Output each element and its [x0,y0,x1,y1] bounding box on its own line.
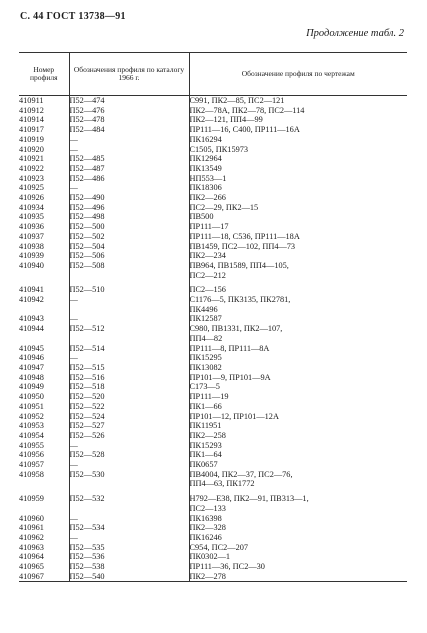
table-row [19,552,407,562]
drawing-designation-cell: ПС2—156 [189,285,407,295]
table-row [19,450,407,460]
table-row [19,382,407,392]
table-row [19,251,407,261]
catalogue-designation-cell: П52—476 [69,106,189,116]
profile-number-cell: 410937 [19,231,44,241]
column-header-catalogue-designation: Обозначения профиля по каталогу 1966 г. [69,53,189,96]
table-row [19,412,407,422]
table-row [19,295,407,305]
table-continuation-label: Продолжение табл. 2 [306,28,404,39]
catalogue-designation-cell: П52—514 [69,344,189,354]
drawing-designation-cell: ПК0657 [189,460,407,470]
catalogue-designation-cell: П52—526 [69,431,189,441]
catalogue-designation-cell: П52—535 [69,543,189,553]
empty-cell [19,334,69,344]
table-row [19,494,407,504]
table-row [19,441,407,451]
profile-number-cell: 410942 [19,295,44,305]
drawing-designation-cell: С991, ПК2—85, ПС2—121 [189,96,407,106]
table-row [19,402,407,412]
empty-cell [69,334,189,344]
column-header-drawing-designation: Обозначение профиля по чертежам [189,53,407,96]
table-row [19,344,407,354]
table-row [19,523,407,533]
catalogue-designation-cell: П52—540 [69,572,189,582]
drawing-designation-cell: ПК2—278 [189,572,407,582]
profile-number-cell: 410938 [19,241,44,251]
drawing-designation-cell: ПС2—29, ПК2—15 [189,203,407,213]
table-row [19,212,407,222]
catalogue-designation-cell: П52—500 [69,222,189,232]
drawing-designation-cell: ПК0302—1 [189,552,407,562]
table-row-continuation [19,305,407,315]
empty-cell [19,479,69,489]
catalogue-designation-cell: П52—478 [69,115,189,125]
catalogue-designation-cell: П52—490 [69,193,189,203]
profile-number-cell: 410948 [19,372,44,382]
profile-number-cell: 410914 [19,115,44,125]
catalogue-designation-cell: — [69,135,189,145]
drawing-designation-cell: ПР101—9, ПР101—9А [189,373,407,383]
drawing-designation-cell: НП553—1 [189,174,407,184]
profile-number-cell: 410959 [19,494,44,504]
empty-cell [19,305,69,315]
catalogue-designation-cell: П52—520 [69,392,189,402]
catalogue-designation-cell: П52—532 [69,494,189,504]
empty-cell [69,479,189,489]
profile-number-cell: 410963 [19,542,44,552]
table-row-continuation [19,504,407,514]
drawing-designation-cell: ПР111—17 [189,222,407,232]
table-row [19,314,407,324]
profile-number-cell: 410947 [19,362,44,372]
catalogue-designation-cell: П52—530 [69,470,189,480]
table-row [19,572,407,582]
profile-number-cell: 410965 [19,562,44,572]
catalogue-designation-cell: П52—528 [69,450,189,460]
drawing-designation-cell: ПР101—12, ПР101—12А [189,412,407,422]
drawing-designation-continuation-cell: ПС2—212 [189,271,407,281]
drawing-designation-cell: ПВ4004, ПК2—37, ПС2—76, [189,470,407,480]
drawing-designation-cell: С1505, ПК15973 [189,145,407,155]
drawing-designation-cell: ПК2—121, ПП4—99 [189,115,407,125]
table-row [19,392,407,402]
profile-number-cell: 410944 [19,324,44,334]
drawing-designation-cell: ПК2—328 [189,523,407,533]
catalogue-designation-cell: П52—502 [69,232,189,242]
profile-number-cell: 410946 [19,353,44,363]
drawing-designation-cell: ПР111—19 [189,392,407,402]
profile-number-cell: 410917 [19,125,44,135]
catalogue-designation-cell: П52—512 [69,324,189,334]
drawing-designation-cell: ПК11951 [189,421,407,431]
catalogue-designation-cell: П52—524 [69,412,189,422]
page-header: С. 44 ГОСТ 13738—91 [20,11,126,22]
table-row [19,421,407,431]
drawing-designation-cell: Н792—Е38, ПК2—91, ПВ313—1, [189,494,407,504]
profile-number-cell: 410934 [19,202,44,212]
table-row [19,363,407,373]
drawing-designation-cell: ПК15295 [189,353,407,363]
catalogue-designation-cell: П52—506 [69,251,189,261]
profile-number-cell: 410923 [19,173,44,183]
catalogue-designation-cell: — [69,533,189,543]
drawing-designation-continuation-cell: ПП4—82 [189,334,407,344]
catalogue-designation-cell: П52—536 [69,552,189,562]
table-row [19,285,407,295]
table-row [19,460,407,470]
table-row [19,96,407,106]
catalogue-designation-cell: П52—504 [69,242,189,252]
profile-number-cell: 410962 [19,532,44,542]
catalogue-designation-cell: П52—538 [69,562,189,572]
table-row [19,125,407,135]
empty-cell [69,271,189,281]
drawing-designation-cell: ПК13549 [189,164,407,174]
table-row [19,203,407,213]
profile-number-cell: 410954 [19,430,44,440]
catalogue-designation-cell: П52—498 [69,212,189,222]
table-row [19,514,407,524]
catalogue-designation-cell: П52—515 [69,363,189,373]
table-row [19,174,407,184]
catalogue-designation-cell: — [69,295,189,305]
profile-number-cell: 410964 [19,552,44,562]
profile-number-cell: 410920 [19,144,44,154]
table-row [19,543,407,553]
column-header-profile-number: Номер профиля [19,53,69,96]
catalogue-designation-cell: П52—527 [69,421,189,431]
table-row [19,324,407,334]
drawing-designation-cell: ПК16294 [189,135,407,145]
table-row-continuation [19,334,407,344]
drawing-designation-cell: ПК2—266 [189,193,407,203]
profile-number-cell: 410956 [19,450,44,460]
table-row [19,106,407,116]
profile-number-cell: 410951 [19,401,44,411]
table-row-continuation [19,271,407,281]
drawing-designation-cell: ПР111—36, ПС2—30 [189,562,407,572]
profile-number-cell: 410958 [19,469,44,479]
table-row [19,222,407,232]
drawing-designation-cell: ПК1—64 [189,450,407,460]
catalogue-designation-cell: П52—496 [69,203,189,213]
catalogue-designation-cell: П52—487 [69,164,189,174]
drawing-designation-cell: ПК18306 [189,183,407,193]
table-row [19,193,407,203]
table-row [19,261,407,271]
catalogue-designation-cell: — [69,514,189,524]
profile-number-cell: 410926 [19,193,44,203]
table-row [19,431,407,441]
table-row-continuation [19,479,407,489]
profile-number-cell: 410967 [19,572,69,582]
catalogue-designation-cell: П52—474 [69,96,189,106]
catalogue-designation-cell: — [69,145,189,155]
catalogue-designation-cell: — [69,441,189,451]
drawing-designation-continuation-cell: ПК4496 [189,305,407,315]
table-row [19,562,407,572]
profile-number-cell: 410935 [19,212,44,222]
profile-number-cell: 410955 [19,440,44,450]
table-row [19,242,407,252]
drawing-designation-continuation-cell: ПП4—63, ПК1772 [189,479,407,489]
drawing-designation-cell: ПК12587 [189,314,407,324]
table-row [19,533,407,543]
drawing-designation-cell: ПК15293 [189,441,407,451]
catalogue-designation-cell: П52—508 [69,261,189,271]
drawing-designation-cell: ПР111—18, С536, ПР111—18А [189,232,407,242]
drawing-designation-cell: С173—5 [189,382,407,392]
profile-number-cell: 410922 [19,163,44,173]
table-header-row [19,53,407,96]
drawing-designation-cell: ПК2—234 [189,251,407,261]
drawing-designation-cell: ПР111—8, ПР111—8А [189,344,407,354]
profile-number-cell: 410945 [19,343,44,353]
table-row [19,183,407,193]
drawing-designation-cell: ПК1—66 [189,402,407,412]
profile-number-cell: 410953 [19,421,44,431]
drawing-designation-cell: ПР111—16, С400, ПР111—16А [189,125,407,135]
drawing-designation-cell: ПВ964, ПВ1589, ПП4—105, [189,261,407,271]
table-row [19,135,407,145]
empty-cell [69,305,189,315]
drawing-designation-cell: ПК13082 [189,363,407,373]
profile-number-cell: 410957 [19,460,44,470]
table-row [19,353,407,363]
table-row [19,232,407,242]
empty-cell [19,271,69,281]
profile-number-cell: 410925 [19,183,44,193]
profile-number-cell: 410919 [19,134,44,144]
drawing-designation-cell: ПВ500 [189,212,407,222]
drawing-designation-continuation-cell: ПС2—133 [189,504,407,514]
profile-number-cell: 410950 [19,392,44,402]
profile-number-cell: 410936 [19,222,44,232]
profile-number-cell: 410961 [19,523,44,533]
drawing-designation-cell: ПК16398 [189,514,407,524]
drawing-designation-cell: ПК12964 [189,154,407,164]
profile-number-cell: 410952 [19,411,44,421]
catalogue-designation-cell: — [69,353,189,363]
drawing-designation-cell: ПК2—78А, ПК2—78, ПС2—114 [189,106,407,116]
table-body [19,96,407,582]
table-row [19,154,407,164]
catalogue-designation-cell: П52—516 [69,373,189,383]
table-row [19,164,407,174]
drawing-designation-cell: ПК16246 [189,533,407,543]
catalogue-designation-cell: П52—485 [69,154,189,164]
catalogue-designation-cell: П52—518 [69,382,189,392]
profile-number-cell: 410911 [19,96,44,105]
table-row [19,115,407,125]
empty-cell [19,504,69,514]
profile-number-cell: 410921 [19,154,44,164]
profile-number-cell: 410949 [19,382,44,392]
catalogue-designation-cell: П52—510 [69,285,189,295]
profile-number-cell: 410939 [19,251,44,261]
catalogue-designation-cell: П52—522 [69,402,189,412]
table-row [19,373,407,383]
profile-number-cell: 410941 [19,285,44,295]
catalogue-designation-cell: П52—484 [69,125,189,135]
profile-number-cell: 410960 [19,513,44,523]
table-row [19,145,407,155]
profiles-table [19,52,407,582]
catalogue-designation-cell: — [69,314,189,324]
drawing-designation-cell: ПВ1459, ПС2—102, ПП4—73 [189,242,407,252]
drawing-designation-cell: С954, ПС2—207 [189,543,407,553]
catalogue-designation-cell: П52—486 [69,174,189,184]
profile-number-cell: 410943 [19,314,44,324]
catalogue-designation-cell: — [69,183,189,193]
catalogue-designation-cell: П52—534 [69,523,189,533]
empty-cell [69,504,189,514]
drawing-designation-cell: ПК2—258 [189,431,407,441]
drawing-designation-cell: С980, ПВ1331, ПК2—107, [189,324,407,334]
profile-number-cell: 410940 [19,260,44,270]
profile-number-cell: 410912 [19,105,44,115]
catalogue-designation-cell: — [69,460,189,470]
drawing-designation-cell: С1176—5, ПК3135, ПК2781, [189,295,407,305]
table-row [19,470,407,480]
